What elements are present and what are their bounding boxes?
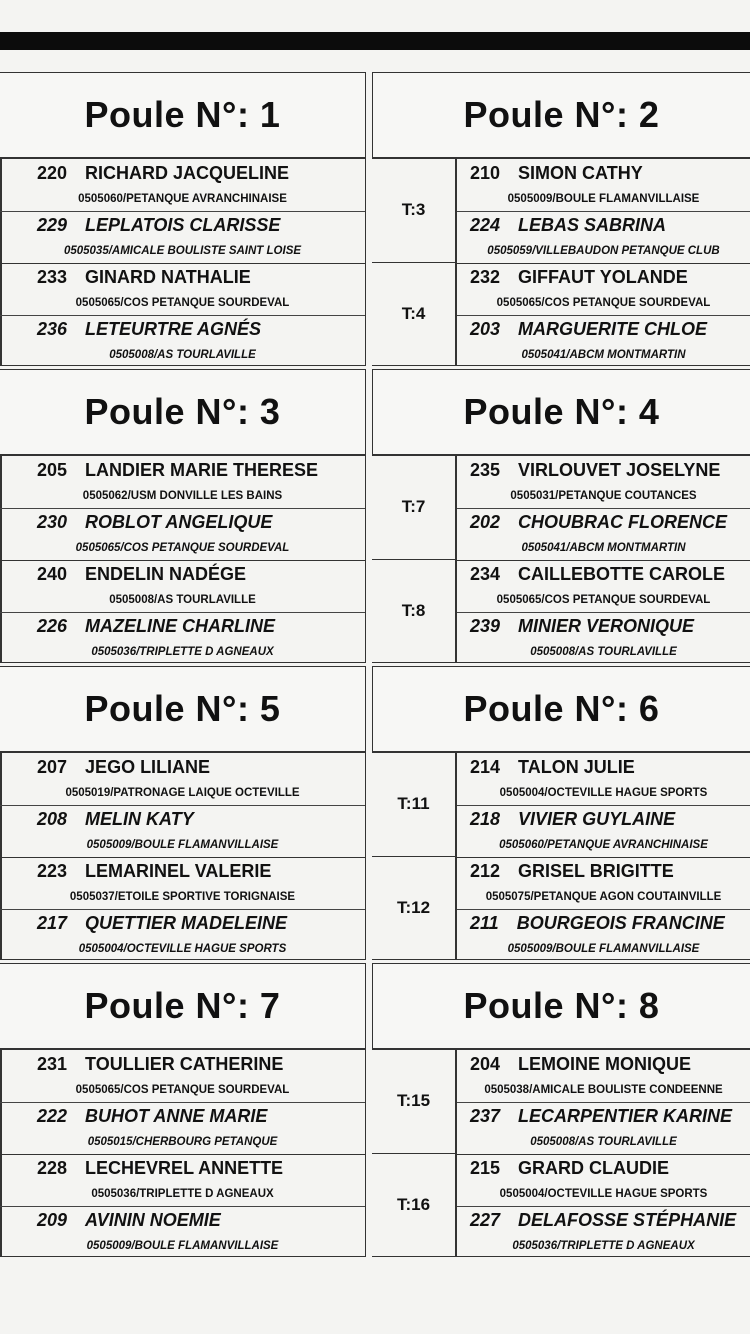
player-name: GIFFAUT YOLANDE [518,267,688,287]
player-club: 0505035/AMICALE BOULISTE SAINT LOISE [63,245,302,257]
player-name: LETEURTRE AGNÉS [85,319,262,339]
player-line [37,1106,267,1127]
table-divider [372,455,456,456]
match-divider [0,263,365,264]
player-name: TOULLIER CATHERINE [85,1054,284,1074]
player-name: VIVIER GUYLAINE [518,809,676,829]
player-line [37,163,289,184]
player-club: 0505009/BOULE FLAMANVILLAISE [86,1240,279,1252]
table-number: T:12 [372,856,456,960]
match-divider [457,560,750,561]
poule-6 [371,666,746,963]
player-line [470,1054,691,1075]
table-number: T:7 [372,455,456,559]
player-club: 0505004/OCTEVILLE HAGUE SPORTS [78,943,287,955]
player-name: LEMOINE MONIQUE [518,1054,692,1074]
table-number: T:15 [372,1049,456,1153]
table-divider [372,959,456,960]
poule-title: Poule N°: 1 [0,72,366,158]
player-line [37,861,271,882]
table-divider [372,559,456,560]
player-name: BUHOT ANNE MARIE [85,1106,268,1126]
player-club: 0505004/OCTEVILLE HAGUE SPORTS [499,1188,708,1200]
player-line [470,1106,732,1127]
player-line [37,215,280,236]
player-number: 233 [37,267,68,287]
player-entry [0,211,365,263]
player-entry [0,508,365,560]
player-name: DELAFOSSE STÉPHANIE [518,1210,737,1230]
player-name: LECHEVREL ANNETTE [85,1158,284,1178]
player-entry [0,560,365,612]
player-entry [0,315,365,367]
player-number: 228 [37,1158,68,1178]
table-number: T:3 [372,158,456,262]
poule-7 [0,963,375,1260]
player-number: 222 [37,1106,68,1126]
table-divider [372,856,456,857]
player-club: 0505036/TRIPLETTE D AGNEAUX [91,646,274,658]
player-entry [457,612,750,664]
player-club: 0505059/VILLEBAUDON PETANQUE CLUB [487,245,720,257]
player-club: 0505065/COS PETANQUE SOURDEVAL [75,542,290,554]
player-number: 231 [37,1054,68,1074]
player-list [456,455,750,663]
player-club: 0505009/BOULE FLAMANVILLAISE [507,943,700,955]
player-entry [0,1102,365,1154]
match-divider [0,1154,365,1155]
player-number: 211 [470,913,499,933]
table-divider [372,1153,456,1154]
player-club: 0505009/BOULE FLAMANVILLAISE [507,193,700,205]
player-line [37,319,261,340]
player-club: 0505065/COS PETANQUE SOURDEVAL [496,297,711,309]
player-club: 0505075/PETANQUE AGON COUTAINVILLE [485,891,722,903]
player-club: 0505060/PETANQUE AVRANCHINAISE [78,193,287,205]
player-number: 202 [470,512,501,532]
player-name: MELIN KATY [85,809,194,829]
player-club: 0505036/TRIPLETTE D AGNEAUX [91,1188,274,1200]
player-entry [0,1050,365,1102]
player-name: VIRLOUVET JOSELYNE [518,460,721,480]
table-number: T:4 [372,262,456,366]
player-entry [0,857,365,909]
player-line [470,215,666,236]
player-entry [457,159,750,211]
player-entry [457,456,750,508]
player-entry [457,560,750,612]
player-list [456,158,750,366]
player-line [37,1054,283,1075]
poule-title: Poule N°: 7 [0,963,366,1049]
player-club: 0505065/COS PETANQUE SOURDEVAL [75,297,290,309]
poule-title: Poule N°: 8 [372,963,750,1049]
player-entry [457,1050,750,1102]
player-name: QUETTIER MADELEINE [85,913,288,933]
player-number: 205 [37,460,68,480]
player-name: TALON JULIE [518,757,635,777]
player-name: GRARD CLAUDIE [518,1158,670,1178]
player-number: 226 [37,616,68,636]
player-name: ROBLOT ANGELIQUE [85,512,273,532]
player-entry [457,1154,750,1206]
table-divider [372,1256,456,1257]
player-club: 0505036/TRIPLETTE D AGNEAUX [512,1240,695,1252]
player-line [470,267,688,288]
player-line [470,1158,669,1179]
player-line [37,809,194,830]
poule-title: Poule N°: 4 [372,369,750,455]
player-name: RICHARD JACQUELINE [85,163,290,183]
player-number: 235 [470,460,501,480]
table-divider [372,752,456,753]
poule-title: Poule N°: 3 [0,369,366,455]
player-club: 0505009/BOULE FLAMANVILLAISE [86,839,279,851]
player-club: 0505008/AS TOURLAVILLE [109,349,256,361]
player-entry [0,1206,365,1258]
player-entry [0,263,365,315]
player-number: 210 [470,163,501,183]
player-line [470,861,674,882]
player-list [456,752,750,960]
player-list [0,158,366,366]
player-number: 214 [470,757,501,777]
player-name: ENDELIN NADÉGE [85,564,247,584]
poule-5 [0,666,375,963]
player-name: AVININ NOEMIE [85,1210,221,1230]
player-club: 0505065/COS PETANQUE SOURDEVAL [75,1084,290,1096]
player-club: 0505041/ABCM MONTMARTIN [521,349,686,361]
player-club: 0505065/COS PETANQUE SOURDEVAL [496,594,711,606]
player-entry [0,456,365,508]
match-divider [457,1154,750,1155]
player-line [37,564,246,585]
player-club: 0505019/PATRONAGE LAIQUE OCTEVILLE [65,787,300,799]
player-number: 220 [37,163,68,183]
player-club: 0505004/OCTEVILLE HAGUE SPORTS [499,787,708,799]
player-number: 215 [470,1158,501,1178]
player-line [470,512,727,533]
player-line [470,913,725,934]
player-list [0,455,366,663]
poule-1 [0,72,375,369]
player-line [470,319,707,340]
player-entry [0,805,365,857]
player-club: 0505060/PETANQUE AVRANCHINAISE [499,839,708,851]
player-name: GINARD NATHALIE [85,267,251,287]
player-entry [457,909,750,961]
player-club: 0505037/ETOILE SPORTIVE TORIGNAISE [69,891,296,903]
player-line [470,1210,736,1231]
player-entry [0,909,365,961]
poule-8 [371,963,746,1260]
player-entry [457,857,750,909]
player-club: 0505031/PETANQUE COUTANCES [510,490,697,502]
player-line [470,757,635,778]
player-number: 209 [37,1210,68,1230]
player-number: 218 [470,809,501,829]
player-number: 229 [37,215,68,235]
top-black-bar [0,32,750,50]
player-club: 0505008/AS TOURLAVILLE [530,1136,677,1148]
player-club: 0505041/ABCM MONTMARTIN [521,542,686,554]
player-list [0,1049,366,1257]
player-name: MARGUERITE CHLOE [518,319,708,339]
player-line [37,913,287,934]
player-name: LEMARINEL VALERIE [85,861,272,881]
player-club: 0505008/AS TOURLAVILLE [109,594,256,606]
match-divider [457,857,750,858]
player-number: 204 [470,1054,501,1074]
table-divider [372,1049,456,1050]
player-line [470,460,720,481]
player-name: LEPLATOIS CLARISSE [85,215,281,235]
player-number: 208 [37,809,68,829]
player-entry [457,211,750,263]
player-line [470,163,643,184]
player-number: 230 [37,512,68,532]
player-number: 236 [37,319,68,339]
player-number: 207 [37,757,68,777]
player-entry [0,159,365,211]
player-list [456,1049,750,1257]
player-line [37,1210,221,1231]
player-name: MAZELINE CHARLINE [85,616,276,636]
player-number: 203 [470,319,501,339]
player-name: LANDIER MARIE THERESE [85,460,319,480]
player-name: LEBAS SABRINA [518,215,667,235]
match-divider [0,857,365,858]
player-number: 223 [37,861,68,881]
player-line [37,757,210,778]
player-line [470,616,694,637]
player-number: 217 [37,913,68,933]
player-line [37,512,272,533]
player-entry [457,508,750,560]
player-entry [457,753,750,805]
player-name: CHOUBRAC FLORENCE [518,512,728,532]
table-divider [372,662,456,663]
player-entry [457,315,750,367]
player-club: 0505008/AS TOURLAVILLE [530,646,677,658]
player-name: JEGO LILIANE [85,757,211,777]
player-name: CAILLEBOTTE CAROLE [518,564,726,584]
poule-title: Poule N°: 2 [372,72,750,158]
player-number: 232 [470,267,501,287]
player-number: 212 [470,861,501,881]
player-number: 239 [470,616,501,636]
player-number: 240 [37,564,68,584]
player-line [37,1158,283,1179]
player-list [0,752,366,960]
player-line [37,460,318,481]
player-name: LECARPENTIER KARINE [518,1106,733,1126]
table-divider [372,158,456,159]
player-entry [457,263,750,315]
table-number: T:16 [372,1153,456,1257]
player-line [37,267,251,288]
poule-title: Poule N°: 5 [0,666,366,752]
player-entry [457,1102,750,1154]
table-divider [372,262,456,263]
player-club: 0505038/AMICALE BOULISTE CONDEENNE [484,1084,723,1096]
player-number: 237 [470,1106,501,1126]
player-entry [0,1154,365,1206]
player-name: BOURGEOIS FRANCINE [516,913,725,933]
table-divider [372,365,456,366]
player-number: 227 [470,1210,501,1230]
player-name: GRISEL BRIGITTE [518,861,674,881]
player-number: 224 [470,215,501,235]
player-line [470,809,675,830]
player-club: 0505015/CHERBOURG PETANQUE [87,1136,278,1148]
player-entry [457,805,750,857]
player-entry [0,612,365,664]
poule-title: Poule N°: 6 [372,666,750,752]
poule-2 [371,72,746,369]
poule-4 [371,369,746,666]
poule-3 [0,369,375,666]
player-name: MINIER VERONIQUE [518,616,695,636]
player-line [37,616,275,637]
player-number: 234 [470,564,501,584]
player-club: 0505062/USM DONVILLE LES BAINS [82,490,283,502]
match-divider [0,560,365,561]
player-name: SIMON CATHY [518,163,643,183]
match-divider [457,263,750,264]
player-entry [0,753,365,805]
table-number: T:8 [372,559,456,663]
player-line [470,564,725,585]
player-entry [457,1206,750,1258]
table-number: T:11 [372,752,456,856]
